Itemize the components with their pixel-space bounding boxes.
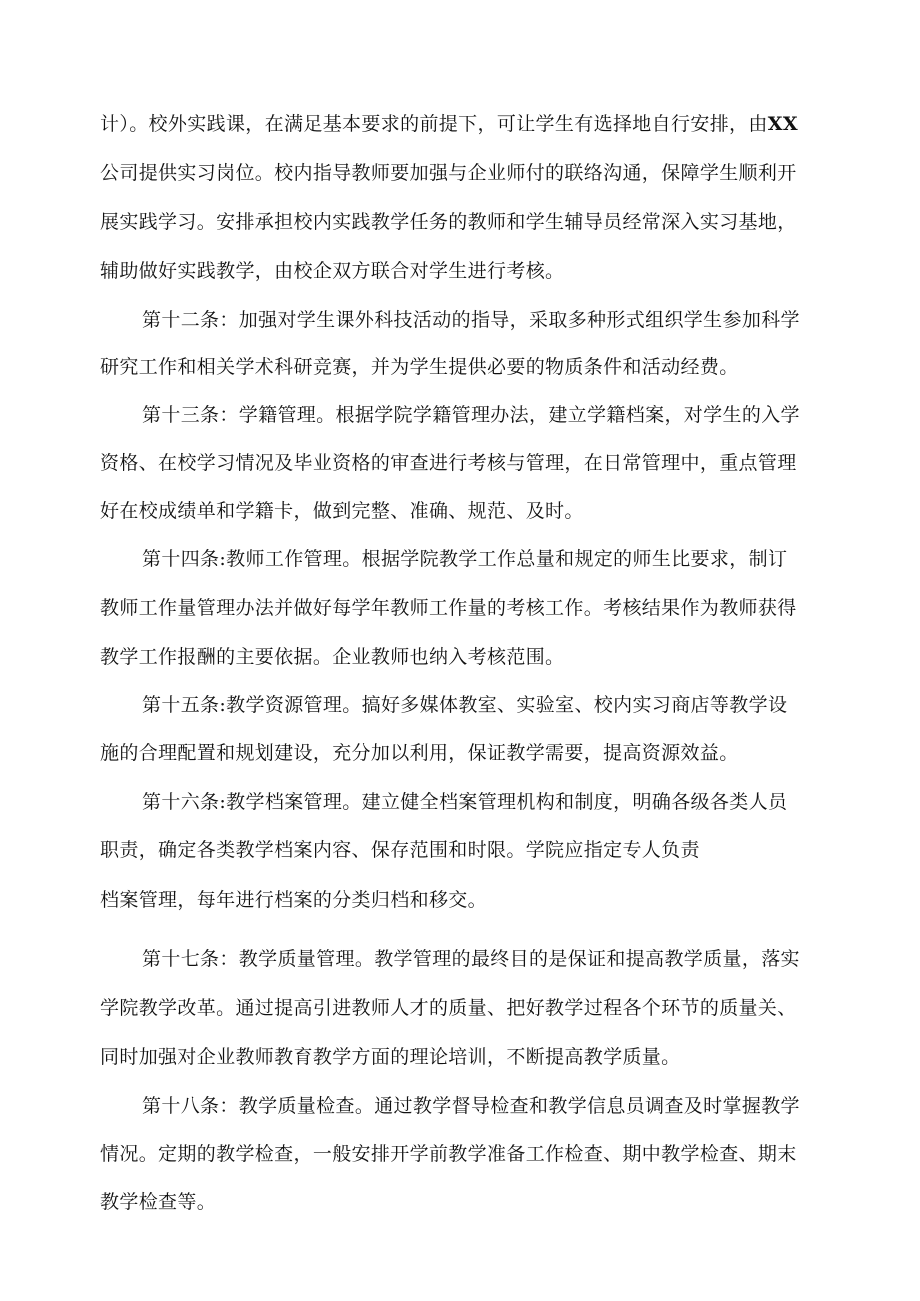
article-16-line: 第十六条:教学档案管理。建立健全档案管理机构和制度，明确各级各类人员 bbox=[142, 791, 788, 813]
paragraph-line: 展实践学习。安排承担校内实践教学任务的教师和学生辅导员经常深入实习基地， bbox=[100, 211, 797, 233]
paragraph-line: 好在校成绩单和学籍卡，做到完整、准确、规范、及时。 bbox=[100, 500, 584, 522]
paragraph-line: 施的合理配置和规划建设，充分加以利用，保证教学需要，提高资源效益。 bbox=[100, 742, 739, 764]
paragraph-line: 情况。定期的教学检查，一般安排开学前教学准备工作检查、期中教学检查、期末 bbox=[100, 1143, 797, 1165]
paragraph-line: 教学工作报酬的主要依据。企业教师也纳入考核范围。 bbox=[100, 646, 565, 668]
article-13-line: 第十三条：学籍管理。根据学院学籍管理办法，建立学籍档案，对学生的入学 bbox=[142, 404, 800, 426]
article-17-line: 第十七条：教学质量管理。教学管理的最终目的是保证和提高教学质量，落实 bbox=[142, 948, 800, 970]
paragraph-line: 档案管理，每年进行档案的分类归档和移交。 bbox=[100, 889, 488, 911]
paragraph-line: 研究工作和相关学术科研竞赛，并为学生提供必要的物质条件和活动经费。 bbox=[100, 356, 739, 378]
paragraph-line: 资格、在校学习情况及毕业资格的审查进行考核与管理，在日常管理中，重点管理 bbox=[100, 452, 797, 474]
paragraph-line: 学院教学改革。通过提高引进教师人才的质量、把好教学过程各个环节的质量关、 bbox=[100, 997, 797, 1019]
paragraph-line: 辅助做好实践教学，由校企双方联合对学生进行考核。 bbox=[100, 260, 565, 282]
paragraph-line: 公司提供实习岗位。校内指导教师要加强与企业师付的联络沟通，保障学生顺利开 bbox=[100, 162, 797, 184]
paragraph-line: 职责，确定各类教学档案内容、保存范围和时限。学院应指定专人负责 bbox=[100, 839, 700, 861]
line-text: 计）。校外实践课，在满足基本要求的前提下，可让学生有选择地自行安排，由 bbox=[100, 113, 768, 135]
article-14-line: 第十四条:教师工作管理。根据学院教学工作总量和规定的师生比要求，制订 bbox=[142, 548, 788, 570]
article-18-line: 第十八条：教学质量检查。通过教学督导检查和教学信息员调查及时掌握教学 bbox=[142, 1095, 800, 1117]
article-15-line: 第十五条:教学资源管理。搞好多媒体教室、实验室、校内实习商店等教学设 bbox=[142, 694, 788, 716]
article-12-line: 第十二条：加强对学生课外科技活动的指导，采取多种形式组织学生参加科学 bbox=[142, 309, 800, 331]
paragraph-line: 教师工作量管理办法并做好每学年教师工作量的考核工作。考核结果作为教师获得 bbox=[100, 597, 797, 619]
paragraph-line bbox=[100, 112, 830, 136]
paragraph-line: 同时加强对企业教师教育教学方面的理论培训，不断提高教学质量。 bbox=[100, 1046, 681, 1068]
company-code: XX bbox=[767, 113, 798, 135]
paragraph-line: 教学检查等。 bbox=[100, 1191, 217, 1213]
